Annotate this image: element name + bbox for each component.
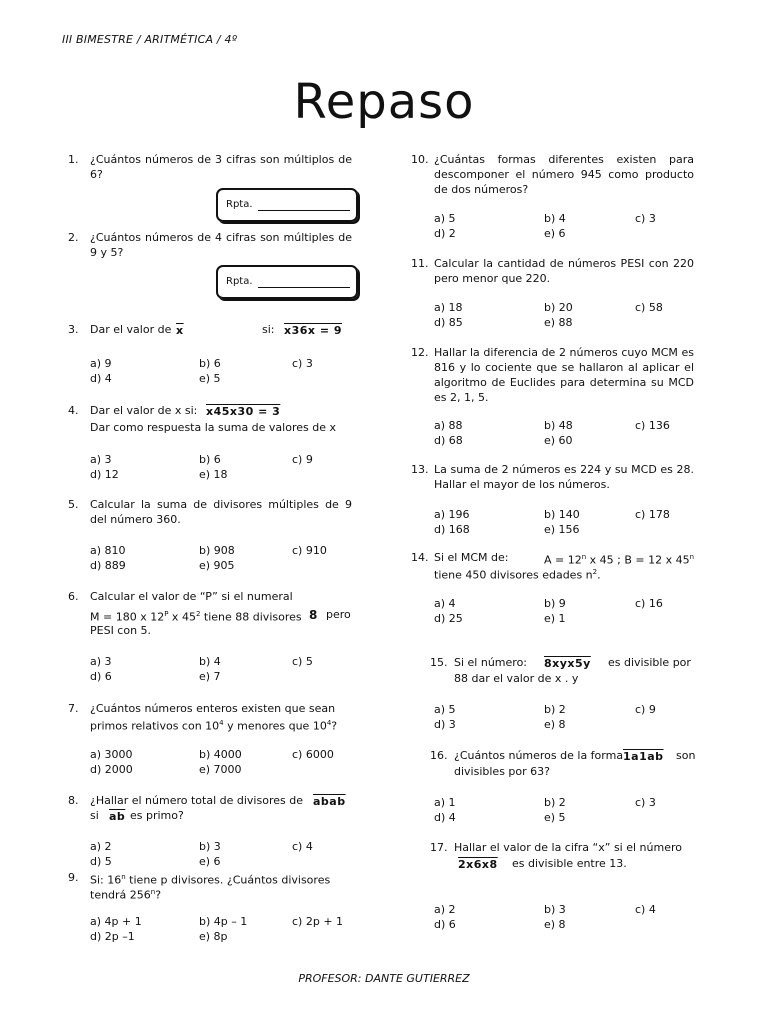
question-text: Hallar la diferencia de 2 números cuyo MCM es 816 y lo cociente que se hallaron al aplicar el algoritmo de Euclides para determina su MCD es 2, 1, 5.	[434, 346, 694, 404]
option[interactable]: c) 9	[292, 453, 313, 466]
overline-expression: abab	[313, 795, 346, 808]
option[interactable]: c) 16	[635, 597, 663, 610]
question-number: 13.	[411, 463, 429, 476]
option[interactable]: b) 4	[544, 212, 566, 225]
answer-label: Rpta.	[226, 199, 253, 210]
options-15	[434, 702, 694, 732]
option[interactable]: a) 3	[90, 655, 112, 668]
option[interactable]: d) 25	[434, 612, 463, 625]
option[interactable]: c) 58	[635, 301, 663, 314]
option[interactable]: a) 4p + 1	[90, 915, 142, 928]
question-text: si:	[262, 323, 275, 336]
option[interactable]: a) 2	[90, 840, 112, 853]
option[interactable]: c) 3	[635, 212, 656, 225]
question-7	[68, 701, 352, 733]
option[interactable]: a) 3000	[90, 748, 133, 761]
question-8	[68, 793, 352, 825]
option[interactable]: a) 810	[90, 544, 126, 557]
option[interactable]: b) 2	[544, 703, 566, 716]
option[interactable]: d) 6	[90, 670, 112, 683]
question-number: 3.	[68, 323, 79, 336]
option[interactable]: b) 20	[544, 301, 573, 314]
question-text: primos relativos con $10^4$ y menores que $10^4$?	[90, 719, 338, 733]
options-17	[434, 902, 694, 932]
option[interactable]: e) 7000	[199, 763, 242, 776]
question-number: 14.	[411, 551, 429, 564]
option[interactable]: b) 4	[199, 655, 221, 668]
option[interactable]: d) 4	[434, 811, 456, 824]
question-text: La suma de 2 números es 224 y su MCD es 28. Hallar el mayor de los números.	[434, 463, 694, 491]
question-text: ¿Cuántos números enteros existen que sean	[90, 702, 336, 715]
question-text: Hallar el valor de la cifra “x” si el número	[454, 841, 682, 854]
answer-box-2[interactable]	[216, 265, 358, 299]
question-text: ¿Cuántos números de 4 cifras son múltiples de 9 y 5?	[90, 231, 352, 259]
question-number: 9.	[68, 871, 79, 884]
question-number: 2.	[68, 231, 79, 244]
question-text: Dar el valor de	[90, 323, 172, 336]
option[interactable]: a) 1	[434, 796, 456, 809]
question-text: tendrá 256$^n$?	[90, 888, 162, 902]
question-text: ¿Cuántos números de 3 cifras son múltiplos de 6?	[90, 153, 352, 181]
options-10	[434, 211, 694, 241]
question-number: 10.	[411, 153, 429, 166]
option[interactable]: e) 18	[199, 468, 228, 481]
question-6	[68, 589, 352, 639]
options-8	[90, 839, 350, 869]
question-text: $A = 12^n$ x 45 ; B = 12 x 45$^n$	[544, 553, 695, 567]
question-9	[68, 870, 352, 902]
option[interactable]: b) 140	[544, 508, 580, 521]
options-16	[434, 795, 694, 825]
question-number: 1.	[68, 153, 79, 166]
options-11	[434, 300, 694, 330]
option[interactable]: c) 136	[635, 419, 670, 432]
page-header: III BIMESTRE / ARITMÉTICA / 4º	[62, 33, 238, 46]
question-16	[430, 748, 694, 780]
option[interactable]: d) 168	[434, 523, 470, 536]
page-title: Repaso	[293, 74, 475, 130]
question-text: Dar como respuesta la suma de valores de x	[90, 421, 336, 434]
question-text: PESI con 5.	[90, 624, 152, 637]
question-text: si	[90, 809, 99, 822]
option[interactable]: e) 5	[544, 811, 566, 824]
option[interactable]: a) 4	[434, 597, 456, 610]
option[interactable]: c) 4	[292, 840, 313, 853]
option[interactable]: a) 196	[434, 508, 470, 521]
question-text: Si: 16$^n$ tiene p divisores. ¿Cuántos divisores	[90, 873, 331, 887]
option[interactable]: b) 3	[544, 903, 566, 916]
option[interactable]: b) 4p – 1	[199, 915, 248, 928]
question-12	[411, 345, 694, 405]
option[interactable]: b) 48	[544, 419, 573, 432]
question-text: Calcular el valor de “P” si el numeral	[90, 590, 293, 603]
question-number: 16.	[430, 749, 448, 762]
option[interactable]: c) 178	[635, 508, 670, 521]
question-text: Calcular la cantidad de números PESI con 220 pero menor que 220.	[434, 257, 694, 285]
option[interactable]: c) 3	[292, 357, 313, 370]
question-number: 4.	[68, 404, 79, 417]
option[interactable]: d) 12	[90, 468, 119, 481]
option[interactable]: c) 910	[292, 544, 327, 557]
option[interactable]: d) 2p –1	[90, 930, 135, 943]
option[interactable]: d) 85	[434, 316, 463, 329]
question-number: 11.	[411, 257, 429, 270]
question-10	[411, 152, 694, 198]
option[interactable]: a) 5	[434, 703, 456, 716]
overline-expression: 1a1ab	[623, 750, 664, 763]
option[interactable]: e) 8	[544, 718, 566, 731]
overline-expression: $\overline{ab}$	[109, 810, 126, 823]
question-number: 7.	[68, 702, 79, 715]
option[interactable]: b) 908	[199, 544, 235, 557]
option[interactable]: e) 8p	[199, 930, 228, 943]
option[interactable]: a) 18	[434, 301, 463, 314]
question-number: 15.	[430, 656, 448, 669]
option[interactable]: b) 6	[199, 357, 221, 370]
page-footer: PROFESOR: DANTE GUTIERREZ	[298, 972, 470, 985]
question-text: ¿Hallar el número total de divisores de	[90, 794, 303, 807]
option[interactable]: e) 8	[544, 918, 566, 931]
option[interactable]: b) 4000	[199, 748, 242, 761]
question-text: Si el MCM de:	[434, 551, 509, 564]
question-text: ¿Cuántos números de la forma	[454, 749, 624, 762]
option[interactable]: e) 60	[544, 434, 573, 447]
question-1	[68, 152, 352, 184]
option[interactable]: e) 88	[544, 316, 573, 329]
option[interactable]: d) 2000	[90, 763, 133, 776]
option[interactable]: a) 9	[90, 357, 112, 370]
overline-expression: x36x = 9	[284, 324, 343, 337]
question-text: Dar el valor de x si:	[90, 404, 198, 417]
option[interactable]: d) 6	[434, 918, 456, 931]
option[interactable]: e) 156	[544, 523, 580, 536]
question-15	[430, 655, 694, 687]
question-4	[68, 403, 352, 435]
option[interactable]: e) 5	[199, 372, 221, 385]
answer-label: Rpta.	[226, 276, 253, 287]
option[interactable]: c) 3	[635, 796, 656, 809]
answer-box-1[interactable]	[216, 188, 358, 222]
option[interactable]: d) 5	[90, 855, 112, 868]
option[interactable]: e) 1	[544, 612, 566, 625]
option[interactable]: a) 3	[90, 453, 112, 466]
option[interactable]: e) 7	[199, 670, 221, 683]
option[interactable]: c) 9	[635, 703, 656, 716]
option[interactable]: a) 2	[434, 903, 456, 916]
question-number: 12.	[411, 346, 429, 359]
question-number: 5.	[68, 498, 79, 511]
option[interactable]: c) 4	[635, 903, 656, 916]
options-13	[434, 507, 694, 537]
options-6	[90, 654, 350, 684]
option[interactable]: c) 2p + 1	[292, 915, 344, 928]
question-text: son	[676, 749, 696, 762]
question-number: 6.	[68, 590, 79, 603]
options-9	[90, 914, 350, 944]
question-text: tiene 450 divisores edades $n^2$.	[434, 568, 601, 582]
option[interactable]: b) 9	[544, 597, 566, 610]
circled-eight: 8	[309, 608, 318, 622]
question-text: M = 180 x $12^P$ x $45^2$ tiene 88 divisores	[90, 610, 302, 624]
question-3	[68, 322, 352, 340]
option[interactable]: a) 88	[434, 419, 463, 432]
question-text: pero	[326, 608, 351, 621]
option[interactable]: b) 6	[199, 453, 221, 466]
question-text: Si el número:	[454, 656, 527, 669]
option[interactable]: d) 889	[90, 559, 126, 572]
question-11	[411, 256, 694, 288]
question-17	[430, 840, 694, 872]
question-number: 17.	[430, 841, 448, 854]
options-12	[434, 418, 694, 448]
question-text: 88 dar el valor de x . y	[454, 672, 579, 685]
option[interactable]: b) 2	[544, 796, 566, 809]
option[interactable]: d) 68	[434, 434, 463, 447]
question-number: 8.	[68, 794, 79, 807]
question-text: es divisible por	[608, 656, 691, 669]
option[interactable]: c) 5	[292, 655, 313, 668]
question-5	[68, 497, 352, 529]
question-text: ¿Cuántas formas diferentes existen para descomponer el número 945 como producto de dos números?	[434, 153, 694, 196]
options-5	[90, 543, 350, 573]
overline-expression: 8xyx5y	[544, 657, 591, 670]
question-14	[411, 550, 694, 582]
question-text: es primo?	[130, 809, 184, 822]
question-text: es divisible entre 13.	[512, 857, 627, 870]
options-4	[90, 452, 350, 482]
option[interactable]: a) 5	[434, 212, 456, 225]
overline-expression: $\overline{x}$	[176, 324, 184, 337]
options-7	[90, 747, 350, 777]
options-14	[434, 596, 694, 626]
option[interactable]: e) 6	[544, 227, 566, 240]
option[interactable]: e) 905	[199, 559, 235, 572]
overline-expression: x45x30 = 3	[206, 405, 281, 418]
option[interactable]: d) 2	[434, 227, 456, 240]
question-text: Calcular la suma de divisores múltiples de 9 del número 360.	[90, 498, 352, 526]
question-text: divisibles por 63?	[454, 765, 550, 778]
options-3	[90, 356, 350, 386]
option[interactable]: b) 3	[199, 840, 221, 853]
question-13	[411, 462, 694, 494]
option[interactable]: d) 3	[434, 718, 456, 731]
question-2	[68, 230, 352, 262]
option[interactable]: e) 6	[199, 855, 221, 868]
option[interactable]: d) 4	[90, 372, 112, 385]
option[interactable]: c) 6000	[292, 748, 334, 761]
overline-expression: 2x6x8	[458, 858, 498, 871]
